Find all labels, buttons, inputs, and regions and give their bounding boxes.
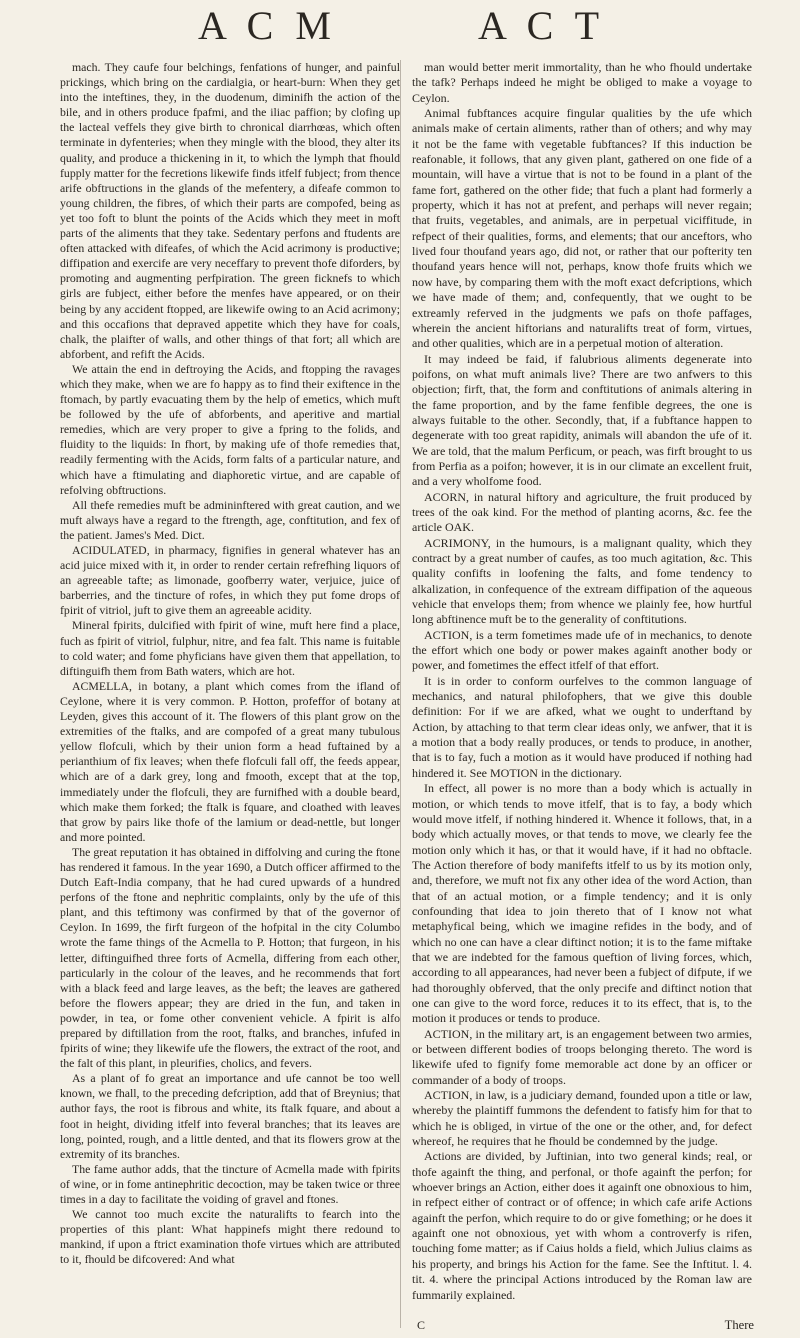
paragraph: It may indeed be faid, if falubrious aliments degenerate into poifons, on what muft animals live? There are two anfwers to this objection; firft, that, the form and conftitutions of animals altering in the fame proportion, and by the fame fenfible degrees, the one is always fuitable to the other. Secondly, that, if a fubftance happen to degenerate with too great rapidity, animals will abandon the ufe of it. We are told, that the malum Perficum, or peach, was firft brought to us from Perfia as a poifon; however, it is in our climate an excellent fruit, and a very wholfome food. [412, 351, 752, 489]
paragraph: The great reputation it has obtained in diffolving and curing the ftone has rendered it famous. In the year 1690, a Dutch officer affirmed to the Dutch Eaft-India company, that he had cured upwards of a hundred perfons of the ftone and nephritic complaints, only by the ufe of this plant, and this teftimony was confirmed by that of the governor of Ceylon. In 1699, the firft furgeon of the hofpital in the city Columbo wrote the fame things of the Acmella to P. Hotton; that furgeon, in his letter, diftinguifhed three forts of Acmella, differing from each other, particularly in the colour of the leaves, and he recommends that fort with a black feed and large leaves, as the beft; the leaves are gathered before the flowers appear; they are dried in the fun, and taken in powder, in tea, or fome other convenient vehicle. A fpirit is alfo prepared by diftillation from the root, ftalks, and branches, infufed in fpirits of wine; they likewife ufe the flowers, the extract of the root, and the falt of this plant, in pleurifies, cholics, and fevers. [60, 844, 400, 1071]
paragraph: ACORN, in natural hiftory and agriculture, the fruit produced by trees of the oak kind. For the method of planting acorns, &c. fee the article OAK. [412, 489, 752, 535]
paragraph: Actions are divided, by Juftinian, into two general kinds; real, or thofe againft the thing, and perfonal, or thofe againft the perfon; for whoever brings an Action, either does it againft one obnoxious to him, in refpect either of contract or of offence; in which cafe arife Actions againft the perfon, which require to do or give fomething; or he does it againft one not obnoxious, yet with whom a controverfy is rifen, touching fome matter; as if Caius holds a field, which Julius claims as his property, and brings his Action for the fame. See the Inftitut. l. 4. tit. 4. where the principal Actions introduced by the Roman law are fummarily explained. [412, 1149, 752, 1302]
paragraph: mach. They caufe four belchings, fenfations of hunger, and painful prickings, which bring on the cardialgia, or heart-burn: When they get into the inteftines, they, in the duodenum, diminifh the action of the bile, and in others produce fpafmi, and the iliac paffion; by clofing up the lacteal veffels they give birth to chronical diarrhœas, which often terminate in dyfenteries; when they mingle with the blood, they alter its quality, and produce a thickening in it, to which the lymph that fhould fupply matter for the fecretions likewife finds itfelf fubject; from thence arife obftructions in the glands of the mefentery, a difeafe common to young children, the fibres, of which their parts are compofed, being as yet too foft to blunt the points of the Acids which they meet in moft parts of the aliments that they take. Sedentary perfons and ftudents are often attacked with difeafes, of which the Acid acrimony is productive; diffipation and exercife are very neceffary to prevent thofe diforders, by promoting and augmenting perfpiration. The green ficknefs to which girls are fubject, either before the menfes have appeared, or on their being by any accident ftopped, are likewife owing to an Acid acrimony; and this occafions that depraved appetite which they have for coals, chalk, the plaifter of walls, and other things of that fort; all which are abforbent, and refift the Acids. [60, 60, 401, 361]
paragraph: It is in order to conform ourfelves to the common language of mechanics, and natural philofophers, that we give this double definition: For if we are afked, what we ought to underftand by Action, by attaching to that term clear ideas only, we anfwer, that it is a motion that a body really produces, or tends to produce, in another, that is to fay, fuch a motion as it would have produced if nothing had hindered it. See MOTION in the dictionary. [412, 673, 752, 780]
paragraph: ACRIMONY, in the humours, is a malignant quality, which they contract by a great number of caufes, as too much agitation, &c. This quality confifts in loofening the falts, and fome tendency to alkalization, in confequence of the extream diffipation of the aqueous vehicle that envelops them; from whence we plainly fee, how hurtful long abftinence muft be to the generality of conftitutions. [412, 535, 752, 627]
paragraph: Animal fubftances acquire fingular qualities by the ufe which animals make of certain aliments, rather than of others; and why may it not be the fame with vegetable fubftances? If this induction be reafonable, it follows, that any given plant, gathered on one fide of a mountain, will have a virtue that is not to be found in a plant of the fame fort, gathered on the other fide; that fuch a plant had formerly a property, which it has not at prefent, and perhaps will never regain; that fruits, vegetables, and animals, are in perpetual viciffitude, in refpect of their qualities, forms, and elements; that our anceftors, who lived four thoufand years ago, did not, or rather that our pofterity ten thoufand years hence will not, perhaps, know thofe fruits which we now have, by comparing them with the moft exact defcriptions, which we have made of them; and, confequently, that we ought to be extreamly referved in the judgments we pafs on thofe paffages, wherein the ancient hiftorians and naturalifts treat of form, virtues, and other qualities, which are in a perpetual motion of alteration. [412, 106, 752, 351]
paragraph: man would better merit immortality, than he who fhould undertake the tafk? Perhaps indeed he might be obliged to make a voyage to Ceylon. [412, 60, 752, 105]
paragraph: ACTION, in the military art, is an engagement between two armies, or between different bodies of troops belonging thereto. The word is likewife ufed to fignify fome memorable act done by an officer or commander of a body of troops. [412, 1026, 752, 1087]
running-header [0, 2, 800, 52]
paragraph: ACIDULATED, in pharmacy, fignifies in general whatever has an acid juice mixed with it, in order to render certain refrefhing liquors of an agreeable tafte; as limonade, goofberry water, verjuice, juice of barberries, and the tincture of rofes, in which they put fome drops of fpirit of vitriol, juft to give them an agreeable acidity. [60, 543, 400, 618]
paragraph: We cannot too much excite the naturalifts to fearch into the properties of this plant: What happinefs might there redound to mankind, if upon a ftrict examination thofe virtues which are attributed to it, fhould be difcovered: And what [60, 1207, 400, 1267]
column-divider [400, 60, 401, 1328]
paragraph: ACTION, in law, is a judiciary demand, founded upon a title or law, whereby the plaintiff fummons the defendent to fatisfy him for that to which he is obliged, in virtue of the one or the other, and, for defect whereof, he requires that he fhould be condemned by the judge. [412, 1088, 752, 1149]
header-left: A C M [198, 3, 337, 48]
catchword: There [724, 1318, 754, 1332]
paragraph: ACTION, is a term fometimes made ufe of in mechanics, to denote the effort which one body or power makes againft another body or power, and fometimes the effect itfelf of that effort. [412, 627, 752, 673]
paragraph: We attain the end in deftroying the Acids, and ftopping the ravages which they make, when we are fo happy as to find their exiftence in the ftomach, by partly evacuating them by the help of emetics, which muft be followed by the ufe of abforbents, and aperitive and martial remedies, which are very proper to give a fpring to the folids, and fluidity to the liquids: In fhort, by making ufe of thofe remedies that, readily fermenting with the Acids, form falts of a particular nature, and which have a ftimulating and diaphoretic virtue, and are capable of refolving obftructions. [60, 361, 400, 497]
paragraph: All thefe remedies muft be admininftered with great caution, and we muft always have a regard to the ftrength, age, conftitution, and fex of the patient. James's Med. Dict. [60, 497, 400, 542]
paragraph: In effect, all power is no more than a body which is actually in motion, or which tends to move itfelf, that is to fay, a body which would move itfelf, if nothing hindered it. Whence it follows, that, in a body which actually moves, or that tends to move, we clearly fee the motion only which it has, or that it would have, if it had no obftacle. The Action therefore of body manifefts itfelf to us by its motion only, and, therefore, we muft not fix any other idea of the word Action, than that of an actual motion, or a fimple tendency; and it is only confounding that idea to join thereto that of I know not what metaphyfical being, which we imagine refides in the body, and of which no one can have a clear diftinct notion; it is to the fame miftake that we are indebted for the famous queftion of living forces, which, according to all appearances, had never been a fubject of difpute, if we had thoroughly obferved, that the only precife and diftinct notion that one can give to the word force, reduces it to its effect, that is, to the motion it produces or tends to produce. [412, 781, 752, 1026]
paragraph: ACMELLA, in botany, a plant which comes from the ifland of Ceylone, where it is very common. P. Hotton, profeffor of botany at Leyden, gives this account of it. The flowers of this plant grow on the extremities of the ftalks, and are compofed of a great many tubulous yellow flofculi, which by their union form a head fuftained by a perianthium of fix leaves; when thefe flofculi fall off, the feeds appear, which are of a dark grey, long and fmooth, except that at the top, immediately under the flofculi, they are furnifhed with a double beard, which make them forked; the ftalk is fquare, and cloathed with leaves that grow by pairs like thofe of the lamium or dead-nettle, but longer and more pointed. [60, 678, 400, 844]
paragraph: The fame author adds, that the tincture of Acmella made with fpirits of wine, or in fome antinephritic decoction, may be taken twice or three times in a day to facilitate the voiding of gravel and ftones. [60, 1161, 400, 1207]
signature-mark: C [417, 1318, 426, 1332]
paragraph: As a plant of fo great an importance and ufe cannot be too well known, we fhall, to the preceding defcription, add that of Breynius; that author fays, the root is fibrous and white, its ftalk fquare, and about a foot in height, dividing itfelf into feveral branches; that its leaves are long, pointed, rough, and a little dented, and that its flowers grow at the extremity of its branches. [60, 1071, 400, 1161]
header-right: A C T [478, 3, 606, 48]
right-column [412, 60, 752, 1303]
left-column [60, 60, 400, 1268]
paragraph: Mineral fpirits, dulcified with fpirit of wine, muft here find a place, fuch as fpirit of vitriol, fulphur, nitre, and fea falt. This name is fuitable to cold water; and fome phyficians have given them that appellation, to diftinguifh them from Bath waters, which are hot. [60, 618, 400, 678]
